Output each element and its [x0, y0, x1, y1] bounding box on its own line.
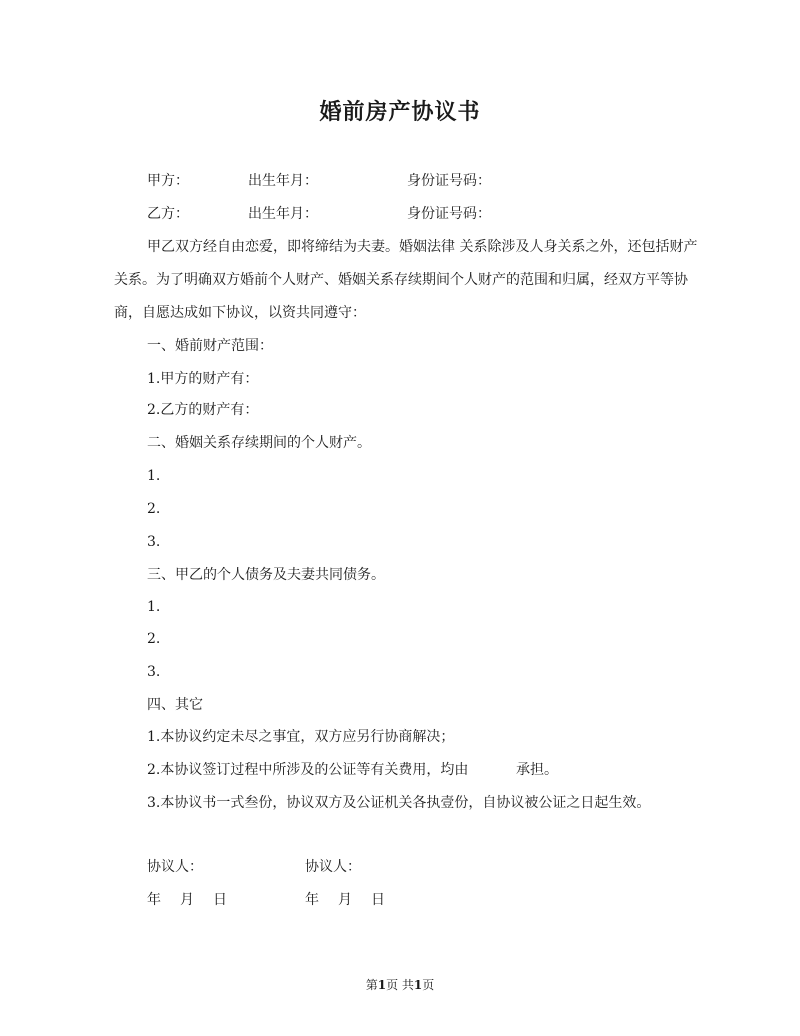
signature-right-day: 日 — [371, 892, 385, 908]
signature-right-year: 年 — [305, 892, 319, 908]
footer-suffix: 页 — [422, 978, 435, 992]
page-footer — [0, 976, 800, 993]
signature-left-label: 协议人： — [147, 859, 203, 875]
section-4-item-2-a: 2.本协议签订过程中所涉及的公证等有关费用，均由 — [147, 762, 469, 778]
preamble-line-1: 甲乙双方经自由恋爱，即将缔结为夫妻。婚姻法律 关系除涉及人身关系之外，还包括财产 — [147, 239, 698, 255]
preamble-line-3: 商，自愿达成如下协议，以资共同遵守： — [114, 305, 366, 321]
footer-prefix: 第 — [365, 978, 378, 992]
section-2-item-2: 2. — [147, 501, 161, 517]
section-3-item-1: 1. — [147, 599, 161, 615]
signature-left-month: 月 — [180, 892, 194, 908]
footer-page-number: 1 — [377, 978, 387, 992]
section-1-heading: 一、婚前财产范围： — [147, 338, 273, 354]
signature-right-month: 月 — [338, 892, 352, 908]
footer-middle: 页 共 — [386, 978, 414, 992]
section-3-heading: 三、甲乙的个人债务及夫妻共同债务。 — [147, 567, 385, 583]
section-4-item-2-b: 承担。 — [516, 762, 558, 778]
section-3-item-2: 2. — [147, 631, 161, 647]
signature-right-label: 协议人： — [305, 859, 361, 875]
party-a-id-label: 身份证号码： — [407, 173, 491, 189]
party-a-birth-label: 出生年月： — [248, 173, 318, 189]
party-b-label: 乙方： — [147, 206, 189, 222]
signature-left-year: 年 — [147, 892, 161, 908]
section-4-item-3: 3.本协议书一式叁份，协议双方及公证机关各执壹份，自协议被公证之日起生效。 — [147, 795, 651, 811]
footer-total-pages: 1 — [413, 978, 423, 992]
party-b-id-label: 身份证号码： — [407, 206, 491, 222]
section-2-item-1: 1. — [147, 468, 161, 484]
section-1-item-1: 1.甲方的财产有： — [147, 371, 259, 387]
document-title: 婚前房产协议书 — [319, 99, 481, 125]
section-2-heading: 二、婚姻关系存续期间的个人财产。 — [147, 435, 371, 451]
party-b-birth-label: 出生年月： — [248, 206, 318, 222]
section-4-heading: 四、其它 — [147, 697, 203, 713]
section-1-item-2: 2.乙方的财产有： — [147, 402, 259, 418]
section-4-item-1: 1.本协议约定未尽之事宜，双方应另行协商解决； — [147, 729, 455, 745]
preamble-line-2: 关系。为了明确双方婚前个人财产、婚姻关系存续期间个人财产的范围和归属，经双方平等协 — [114, 272, 688, 288]
party-a-label: 甲方： — [147, 173, 189, 189]
section-3-item-3: 3. — [147, 664, 161, 680]
signature-left-day: 日 — [213, 892, 227, 908]
section-2-item-3: 3. — [147, 534, 161, 550]
